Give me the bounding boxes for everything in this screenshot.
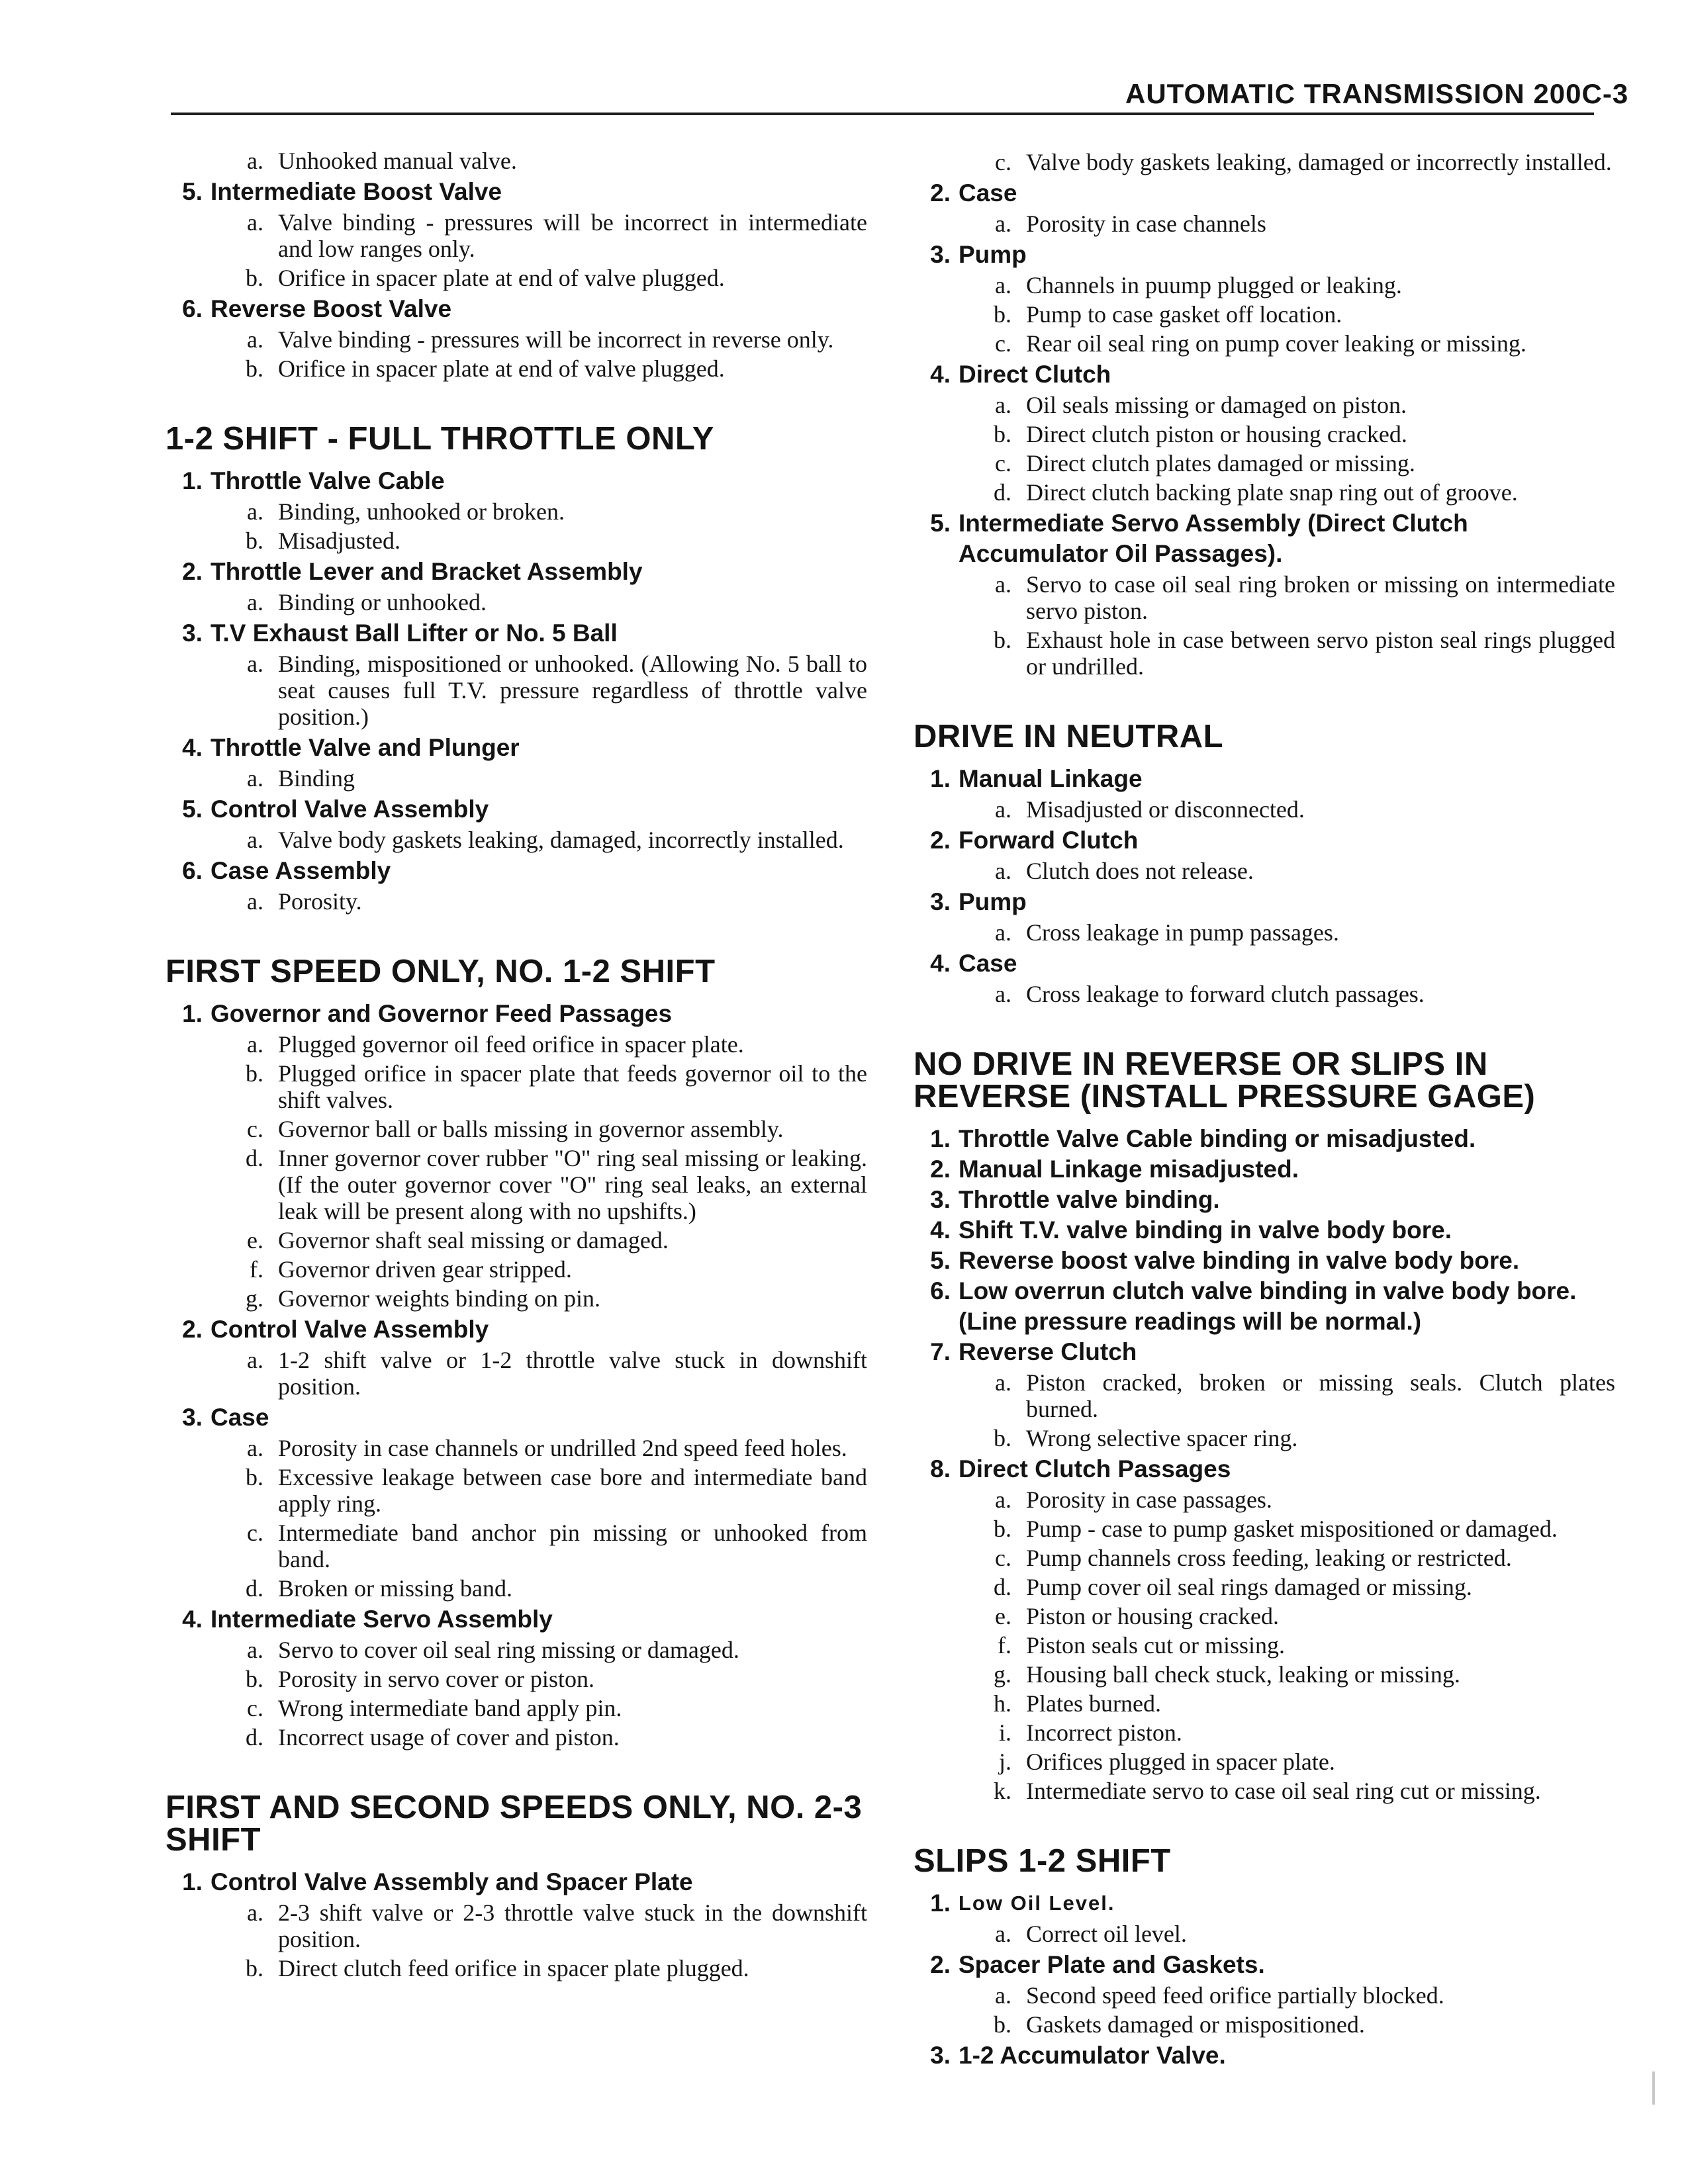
lettered-subitem [914,1661,1615,1688]
subitem-letter: c. [995,1545,1011,1571]
item-number: 2. [930,1951,951,1978]
lettered-subitem [914,1982,1615,2009]
subitem-text: Governor ball or balls missing in governor assembly. [278,1116,784,1142]
subitem-text: Broken or missing band. [278,1575,512,1602]
lettered-subitem [165,651,867,730]
item-text: Case [959,179,1017,206]
numbered-item [165,294,867,324]
subitem-text: Governor shaft seal missing or damaged. [278,1227,669,1253]
lettered-subitem [165,1637,867,1663]
item-text: Case [959,950,1017,977]
subitem-text: Rear oil seal ring on pump cover leaking or missing. [1026,330,1526,357]
page-header-title: AUTOMATIC TRANSMISSION 200C-3 [1125,78,1629,109]
item-text: T.V Exhaust Ball Lifter or No. 5 Ball [211,619,618,647]
item-text: Control Valve Assembly [211,796,489,823]
subitem-letter: a. [247,1347,263,1373]
item-number: 1. [182,467,203,494]
numbered-item [165,177,867,207]
item-number: 5. [182,796,203,823]
lettered-subitem [165,1435,867,1461]
subitem-letter: a. [247,888,263,915]
lettered-subitem [165,498,867,525]
subitem-text: Channels in puump plugged or leaking. [1026,272,1402,298]
numbered-item [914,1337,1615,1367]
lettered-subitem [914,1749,1615,1775]
subitem-letter: b. [246,1666,263,1692]
item-number: 2. [930,179,951,206]
lettered-subitem [165,1347,867,1400]
lettered-subitem [165,355,867,382]
lettered-subitem [914,1719,1615,1746]
item-number: 4. [182,734,203,761]
item-number: 4. [930,361,951,388]
lettered-subitem [914,1690,1615,1717]
item-number: 1. [182,1000,203,1027]
subitem-letter: b. [246,527,263,554]
subitem-letter: g. [994,1661,1011,1688]
lettered-subitem [914,210,1615,237]
item-number: 1. [930,765,951,792]
item-number: 4. [182,1606,203,1633]
numbered-item [914,887,1615,917]
subitem-text: Servo to case oil seal ring broken or missing on intermediate servo piston. [1026,571,1615,624]
subitem-text: Excessive leakage between case bore and intermediate band apply ring. [278,1464,867,1517]
item-text: Shift T.V. valve binding in valve body bore. [959,1216,1452,1244]
section-heading: FIRST AND SECOND SPEEDS ONLY, NO. 2-3 SHIFT [165,1790,863,1858]
subitem-letter: e. [247,1227,263,1253]
item-text: Control Valve Assembly [211,1316,489,1343]
subitem-text: Misadjusted or disconnected. [1026,796,1305,823]
subitem-letter: b. [994,1516,1011,1542]
lettered-subitem [165,1666,867,1692]
subitem-letter: d. [246,1724,263,1751]
lettered-subitem [914,301,1615,328]
subitem-letter: i. [998,1719,1011,1746]
subitem-text: Gaskets damaged or mispositioned. [1026,2011,1365,2038]
item-text: Control Valve Assembly and Spacer Plate [211,1868,693,1895]
subitem-text: Misadjusted. [278,527,400,554]
subitem-text: Binding or unhooked. [278,589,487,615]
lettered-subitem [914,1425,1615,1451]
subitem-letter: a. [247,1637,263,1663]
item-text: Case Assembly [211,857,391,884]
subitem-text: Incorrect usage of cover and piston. [278,1724,620,1751]
subitem-letter: a. [247,765,263,792]
subitem-letter: h. [994,1690,1011,1717]
lettered-subitem [914,1545,1615,1571]
item-number: 8. [930,1455,951,1482]
subitem-letter: c. [995,330,1011,357]
lettered-subitem [914,392,1615,418]
subitem-text: Orifice in spacer plate at end of valve plugged. [278,265,725,291]
item-number: 6. [930,1277,951,1304]
lettered-subitem [165,1520,867,1572]
subitem-text: Governor weights binding on pin. [278,1285,600,1312]
subitem-letter: c. [247,1520,263,1546]
subitem-text: Second speed feed orifice partially blocked. [1026,1982,1444,2009]
subitem-letter: a. [995,210,1011,237]
subitem-text: Wrong selective spacer ring. [1026,1425,1298,1451]
subitem-letter: a. [995,796,1011,823]
subitem-text: Piston or housing cracked. [1026,1603,1279,1629]
numbered-item [914,240,1615,270]
lettered-subitem [165,527,867,554]
lettered-subitem [165,148,867,174]
subitem-letter: c. [247,1116,263,1142]
subitem-text: Valve body gaskets leaking, damaged, incorrectly installed. [278,827,844,853]
item-text: Intermediate Boost Valve [211,178,502,205]
subitem-text: Pump channels cross feeding, leaking or restricted. [1026,1545,1512,1571]
item-text: Governor and Governor Feed Passages [211,1000,673,1027]
item-number: 3. [182,619,203,647]
item-text: Pump [959,241,1027,268]
subitem-text: Servo to cover oil seal ring missing or damaged. [278,1637,739,1663]
subitem-letter: d. [246,1575,263,1602]
item-number: 5. [182,178,203,205]
subitem-letter: b. [994,1425,1011,1451]
subitem-text: Valve binding - pressures will be incorrect in reverse only. [278,326,834,353]
lettered-subitem [165,1060,867,1113]
item-number: 2. [930,1156,951,1183]
lettered-subitem [914,1778,1615,1804]
lettered-subitem [914,571,1615,624]
section-heading: SLIPS 1-2 SHIFT [914,1843,1171,1879]
item-text: Direct Clutch [959,361,1111,388]
numbered-item [914,1185,1615,1215]
subitem-text: Oil seals missing or damaged on piston. [1026,392,1407,418]
item-number: 7. [930,1338,951,1365]
numbered-item [914,178,1615,208]
subitem-letter: a. [247,589,263,615]
subitem-letter: a. [247,651,263,677]
subitem-text: Cross leakage in pump passages. [1026,919,1339,946]
numbered-item [165,1604,867,1635]
lettered-subitem [914,1369,1615,1422]
item-text: 1-2 Accumulator Valve. [959,2042,1226,2069]
numbered-item [165,856,867,886]
numbered-item [165,1867,867,1897]
subitem-letter: d. [246,1145,263,1171]
item-number: 1. [182,1868,203,1895]
subitem-text: Porosity in case channels [1026,210,1266,237]
subitem-letter: e. [995,1603,1011,1629]
subitem-letter: b. [246,1955,263,1981]
item-number: 3. [930,1186,951,1213]
subitem-text: Clutch does not release. [1026,858,1254,884]
item-number: 2. [182,558,203,585]
subitem-text: Governor driven gear stripped. [278,1256,572,1283]
item-text: Intermediate Servo Assembly (Direct Clutch Accumulator Oil Passages). [959,510,1468,567]
item-text: Reverse Boost Valve [211,295,452,322]
subitem-text: Porosity. [278,888,362,915]
numbered-item [914,1215,1615,1246]
subitem-text: Direct clutch feed orifice in spacer plate plugged. [278,1955,749,1981]
right-column [914,147,1615,2071]
lettered-subitem [165,1464,867,1517]
numbered-item [165,999,867,1029]
subitem-text: Binding, unhooked or broken. [278,498,565,525]
lettered-subitem [914,1574,1615,1600]
lettered-subitem [914,1603,1615,1629]
numbered-item [165,733,867,763]
lettered-subitem [914,421,1615,447]
lettered-subitem [914,272,1615,298]
numbered-item [914,948,1615,979]
item-text: Throttle valve binding. [959,1186,1220,1213]
subitem-letter: b. [994,301,1011,328]
lettered-subitem [165,1695,867,1721]
section-heading: FIRST SPEED ONLY, NO. 1-2 SHIFT [165,954,716,989]
item-number: 3. [930,241,951,268]
lettered-subitem [914,1486,1615,1513]
subitem-letter: a. [247,209,263,236]
subitem-text: Intermediate band anchor pin missing or unhooked from band. [278,1520,867,1572]
item-number: 3. [182,1404,203,1431]
item-text: Forward Clutch [959,827,1139,854]
item-number: 6. [182,295,203,322]
lettered-subitem [165,1955,867,1981]
subitem-text: 2-3 shift valve or 2-3 throttle valve stuck in the downshift position. [278,1899,867,1952]
subitem-letter: d. [994,1574,1011,1600]
lettered-subitem [165,1256,867,1283]
numbered-item [165,466,867,496]
subitem-letter: a. [995,1486,1011,1513]
subitem-letter: a. [247,148,263,174]
subitem-text: Direct clutch piston or housing cracked. [1026,421,1407,447]
subitem-text: Direct clutch backing plate snap ring out of groove. [1026,479,1518,506]
numbered-item [165,794,867,825]
numbered-item [165,557,867,587]
subitem-text: Unhooked manual valve. [278,148,517,174]
subitem-letter: a. [995,1982,1011,2009]
lettered-subitem [165,888,867,915]
subitem-text: Porosity in case channels or undrilled 2nd speed feed holes. [278,1435,847,1461]
subitem-letter: g. [246,1285,263,1312]
subitem-text: Orifice in spacer plate at end of valve plugged. [278,355,725,382]
lettered-subitem [165,1116,867,1142]
item-text: Direct Clutch Passages [959,1455,1231,1482]
subitem-text: 1-2 shift valve or 1-2 throttle valve stuck in downshift position. [278,1347,867,1400]
subitem-letter: a. [247,1899,263,1926]
numbered-item [914,359,1615,390]
subitem-letter: c. [995,149,1011,175]
item-text: Throttle Lever and Bracket Assembly [211,558,643,585]
subitem-letter: f. [998,1632,1011,1659]
item-text: Pump [959,888,1027,915]
item-text: Throttle Valve and Plunger [211,734,520,761]
lettered-subitem [914,149,1615,175]
numbered-item [914,1454,1615,1484]
subitem-letter: a. [995,571,1011,598]
subitem-text: Intermediate servo to case oil seal ring cut or missing. [1026,1778,1541,1804]
section-heading: DRIVE IN NEUTRAL [914,719,1224,754]
numbered-item [914,1950,1615,1980]
lettered-subitem [914,627,1615,680]
subitem-letter: a. [995,1921,1011,1947]
numbered-item [165,618,867,649]
subitem-text: Piston cracked, broken or missing seals. Clutch plates burned. [1026,1369,1615,1422]
item-text: Throttle Valve Cable [211,467,445,494]
lettered-subitem [914,450,1615,477]
numbered-item [914,508,1615,569]
subitem-letter: a. [247,326,263,353]
lettered-subitem [165,1031,867,1058]
subitem-text: Valve binding - pressures will be incorrect in intermediate and low ranges only. [278,209,867,262]
subitem-letter: b. [246,1060,263,1087]
item-number: 3. [930,888,951,915]
item-text: Manual Linkage misadjusted. [959,1156,1299,1183]
item-text: Manual Linkage [959,765,1143,792]
numbered-item [914,825,1615,856]
subitem-text: Exhaust hole in case between servo piston seal rings plugged or undrilled. [1026,627,1615,680]
item-number: 4. [930,950,951,977]
subitem-text: Orifices plugged in spacer plate. [1026,1749,1335,1775]
subitem-text: Cross leakage to forward clutch passages. [1026,981,1425,1007]
lettered-subitem [914,1632,1615,1659]
subitem-text: Inner governor cover rubber "O" ring seal missing or leaking. (If the outer governor cover "O" ring seal leaks, an external leak will be present along with no upshifts.) [278,1145,867,1224]
subitem-letter: a. [995,272,1011,298]
subitem-letter: b. [994,627,1011,653]
subitem-text: Plugged governor oil feed orifice in spacer plate. [278,1031,744,1058]
item-number: 3. [930,2042,951,2069]
lettered-subitem [165,589,867,615]
subitem-text: Correct oil level. [1026,1921,1187,1947]
subitem-text: Wrong intermediate band apply pin. [278,1695,622,1721]
subitem-letter: a. [247,498,263,525]
item-text: Case [211,1404,269,1431]
header-rule [171,113,1594,115]
numbered-item [165,1402,867,1433]
subitem-letter: b. [246,265,263,291]
subitem-text: Piston seals cut or missing. [1026,1632,1286,1659]
item-text: Low Oil Level. [959,1891,1115,1915]
lettered-subitem [914,2011,1615,2038]
lettered-subitem [914,981,1615,1007]
subitem-letter: b. [994,2011,1011,2038]
lettered-subitem [914,919,1615,946]
subitem-text: Porosity in servo cover or piston. [278,1666,594,1692]
subitem-text: Plates burned. [1026,1690,1161,1717]
page-edge-mark [1652,2071,1655,2105]
subitem-letter: a. [995,1369,1011,1396]
item-number: 5. [930,510,951,537]
subitem-letter: a. [247,827,263,853]
numbered-item [914,1154,1615,1185]
item-number: 6. [182,857,203,884]
subitem-letter: j. [998,1749,1011,1775]
item-text: Intermediate Servo Assembly [211,1606,553,1633]
subitem-text: Binding [278,765,355,792]
subitem-text: Pump to case gasket off location. [1026,301,1342,328]
lettered-subitem [914,1516,1615,1542]
item-text: Low overrun clutch valve binding in valve body bore. (Line pressure readings will be normal.) [959,1277,1577,1335]
subitem-letter: k. [994,1778,1011,1804]
lettered-subitem [165,1145,867,1224]
item-number: 2. [930,827,951,854]
numbered-item [914,764,1615,794]
subitem-letter: a. [995,858,1011,884]
subitem-letter: a. [995,981,1011,1007]
item-number: 1. [930,1889,951,1917]
subitem-letter: a. [995,392,1011,418]
section-heading: NO DRIVE IN REVERSE OR SLIPS IN REVERSE (INSTALL PRESSURE GAGE) [914,1046,1536,1115]
lettered-subitem [165,209,867,262]
subitem-text: Pump - case to pump gasket mispositioned or damaged. [1026,1516,1558,1542]
lettered-subitem [914,330,1615,357]
subitem-letter: d. [994,479,1011,506]
lettered-subitem [914,858,1615,884]
subitem-text: Valve body gaskets leaking, damaged or incorrectly installed. [1026,149,1612,175]
numbered-item [914,1124,1615,1154]
lettered-subitem [165,326,867,353]
lettered-subitem [165,1724,867,1751]
item-number: 4. [930,1216,951,1244]
subitem-letter: b. [246,1464,263,1490]
subitem-text: Housing ball check stuck, leaking or missing. [1026,1661,1460,1688]
lettered-subitem [165,265,867,291]
lettered-subitem [914,796,1615,823]
subitem-text: Porosity in case passages. [1026,1486,1272,1513]
subitem-text: Plugged orifice in spacer plate that feeds governor oil to the shift valves. [278,1060,867,1113]
subitem-text: Incorrect piston. [1026,1719,1182,1746]
item-number: 2. [182,1316,203,1343]
item-text: Spacer Plate and Gaskets. [959,1951,1265,1978]
subitem-letter: a. [247,1435,263,1461]
lettered-subitem [165,765,867,792]
numbered-item [165,1314,867,1345]
subitem-text: Binding, mispositioned or unhooked. (Allowing No. 5 ball to seat causes full T.V. pressure regardless of throttle valve position.) [278,651,867,730]
item-text: Throttle Valve Cable binding or misadjusted. [959,1125,1476,1152]
subitem-letter: a. [995,919,1011,946]
left-column [165,146,867,1984]
subitem-letter: f. [250,1256,263,1283]
numbered-item [914,1276,1615,1337]
subitem-text: Direct clutch plates damaged or missing. [1026,450,1415,477]
numbered-item [914,1246,1615,1276]
item-number: 1. [930,1125,951,1152]
item-number: 5. [930,1247,951,1274]
item-text: Reverse boost valve binding in valve body bore. [959,1247,1520,1274]
item-text: Reverse Clutch [959,1338,1137,1365]
numbered-item [914,2040,1615,2071]
lettered-subitem [165,1575,867,1602]
subitem-letter: a. [247,1031,263,1058]
subitem-letter: c. [247,1695,263,1721]
subitem-letter: c. [995,450,1011,477]
subitem-letter: b. [994,421,1011,447]
lettered-subitem [914,479,1615,506]
lettered-subitem [165,1899,867,1952]
lettered-subitem [165,827,867,853]
subitem-letter: b. [246,355,263,382]
section-heading: 1-2 SHIFT - FULL THROTTLE ONLY [165,421,714,457]
lettered-subitem [165,1285,867,1312]
numbered-item [914,1888,1615,1919]
subitem-text: Pump cover oil seal rings damaged or missing. [1026,1574,1472,1600]
lettered-subitem [165,1227,867,1253]
lettered-subitem [914,1921,1615,1947]
